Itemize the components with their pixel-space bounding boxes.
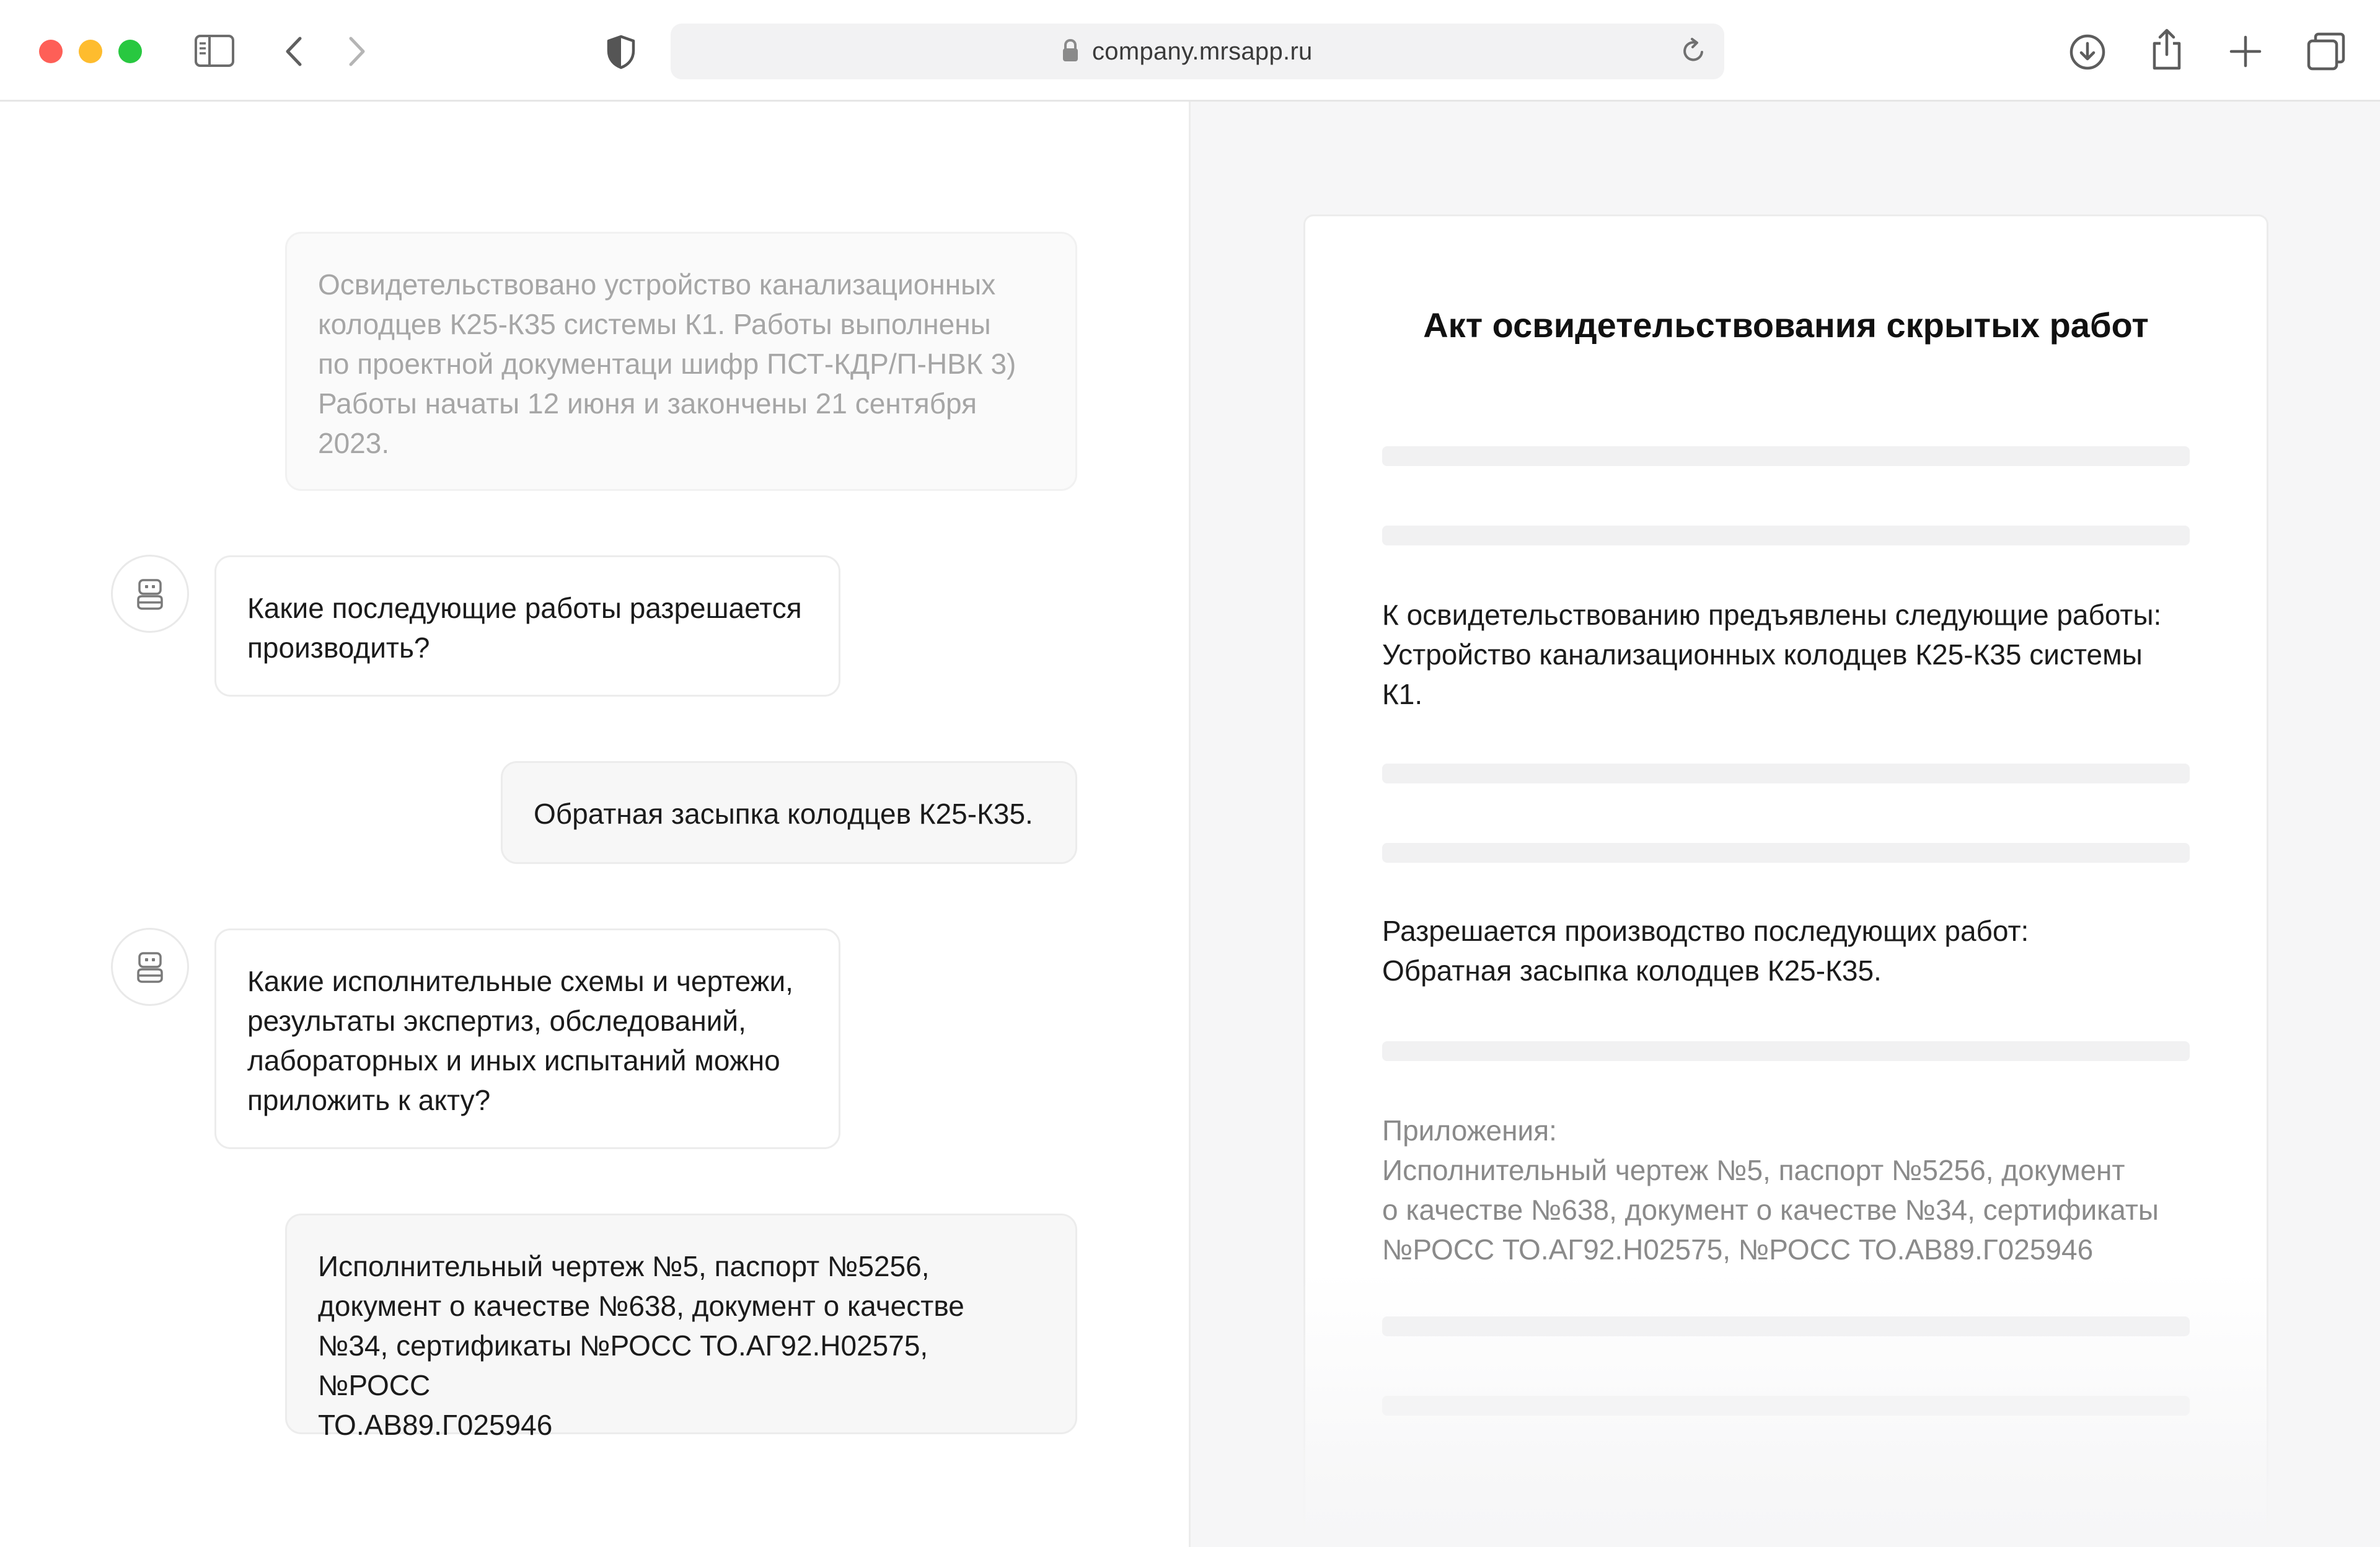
message-line: производить? [247, 632, 430, 664]
chat-message-user [501, 761, 1077, 864]
forward-icon[interactable] [347, 36, 367, 67]
close-window-button[interactable] [39, 40, 63, 63]
presented-works-section [1382, 595, 2200, 714]
new-tab-icon[interactable] [2229, 35, 2262, 68]
document-line: Устройство канализационных колодцев К25-К35 системы [1382, 638, 2143, 671]
bot-avatar [111, 928, 189, 1006]
chat-message-user [285, 232, 1077, 491]
chat-message-bot [214, 928, 840, 1149]
placeholder-bar [1382, 764, 2190, 783]
reload-icon[interactable] [1680, 37, 1707, 68]
message-line: Работы начаты 12 июня и закончены 21 сентября [318, 387, 977, 420]
message-line: приложить к акту? [247, 1084, 491, 1116]
chat-message-bot [214, 555, 840, 697]
share-icon[interactable] [2151, 29, 2183, 71]
lock-icon [1061, 38, 1080, 66]
back-icon[interactable] [284, 36, 304, 67]
document-line: о качестве №638, документ о качестве №34, сертификаты [1382, 1194, 2159, 1226]
message-line: Освидетельствовано устройство канализационных [318, 268, 996, 301]
message-line: документ о качестве №638, документ о качестве [318, 1290, 964, 1322]
url-text: company.mrsapp.ru [1092, 38, 1313, 65]
message-line: результаты экспертиз, обследований, [247, 1005, 746, 1037]
chat-message-user [285, 1214, 1077, 1441]
document-line: К освидетельствованию предъявлены следующие работы: [1382, 599, 2162, 631]
placeholder-bar [1382, 526, 2190, 545]
document-title: Акт освидетельствования скрытых работ [1423, 306, 2149, 345]
message-line: по проектной документаци шифр ПСТ-КДР/П-НВК 3) [318, 348, 1016, 380]
document-line: К1. [1382, 678, 1423, 710]
bot-avatar [111, 555, 189, 633]
document-line: Разрешается производство последующих работ: [1382, 915, 2029, 947]
message-line: ТО.АВ89.Г025946 [318, 1409, 553, 1441]
zoom-window-button[interactable] [118, 40, 142, 63]
placeholder-bar [1382, 446, 2190, 466]
shield-icon[interactable] [606, 35, 636, 69]
message-line: 2023. [318, 427, 390, 459]
sidebar-icon[interactable] [195, 35, 234, 67]
address-bar[interactable] [671, 24, 1724, 79]
message-line: №34, сертификаты №РОСС ТО.АГ92.Н02575, №РОСС [318, 1329, 928, 1401]
document-line: №РОСС ТО.АГ92.Н02575, №РОСС ТО.АВ89.Г025946 [1382, 1233, 2094, 1266]
message-line: лабораторных и иных испытаний можно [247, 1044, 780, 1077]
document-line: Обратная засыпка колодцев К25-К35. [1382, 954, 1882, 987]
message-line: Исполнительный чертеж №5, паспорт №5256, [318, 1250, 930, 1282]
message-line: Какие исполнительные схемы и чертежи, [247, 965, 793, 997]
allowed-works-section [1382, 911, 2200, 990]
tabs-icon[interactable] [2307, 32, 2345, 71]
browser-toolbar [0, 0, 2380, 102]
message-line: Обратная засыпка колодцев К25-К35. [534, 798, 1033, 830]
placeholder-bar [1382, 1041, 2190, 1061]
placeholder-bar [1382, 843, 2190, 863]
download-icon[interactable] [2069, 33, 2106, 71]
message-line: Какие последующие работы разрешается [247, 592, 802, 624]
message-line: колодцев К25-К35 системы К1. Работы выполнены [318, 308, 991, 340]
attachments-section [1382, 1111, 2200, 1269]
document-line: Исполнительный чертеж №5, паспорт №5256, документ [1382, 1154, 2125, 1186]
document-fade-overlay [1303, 1271, 2268, 1547]
minimize-window-button[interactable] [79, 40, 102, 63]
document-line: Приложения: [1382, 1114, 1557, 1147]
